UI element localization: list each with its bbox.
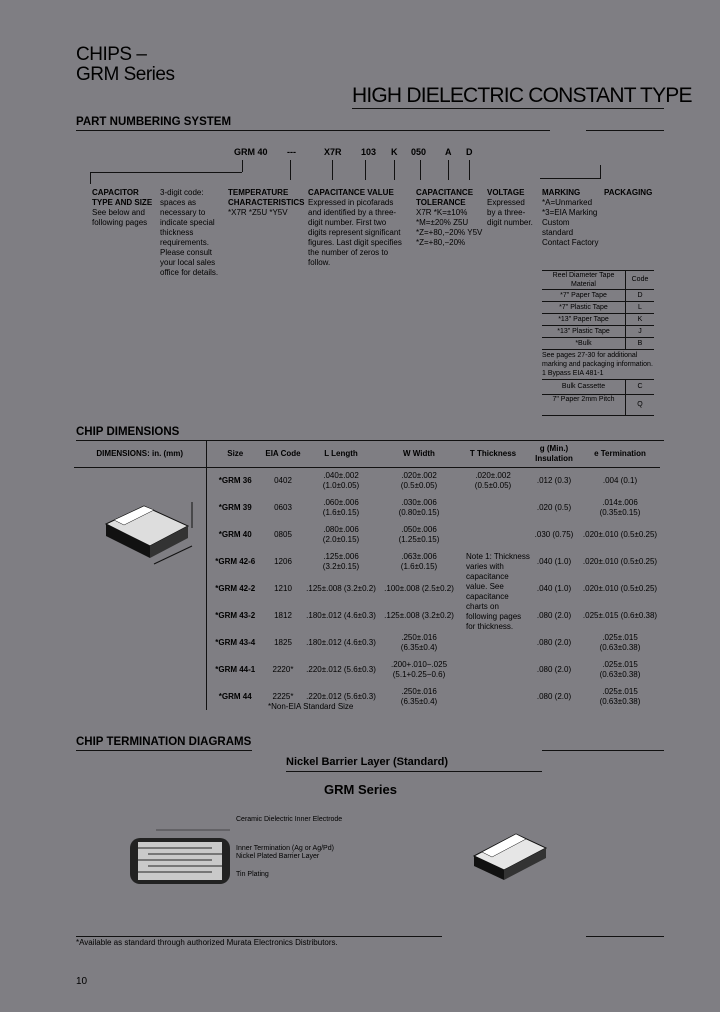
pn-type: GRM 40 bbox=[234, 147, 268, 157]
col-thickness: T Thickness bbox=[469, 448, 517, 458]
length-cell: .040±.002 (1.0±0.05) bbox=[322, 470, 360, 490]
pn-packaging: D bbox=[466, 147, 473, 157]
table-row bbox=[74, 575, 660, 602]
table-row bbox=[74, 629, 660, 656]
blank bbox=[74, 656, 206, 683]
thickness-cell bbox=[458, 521, 528, 548]
termination-cell: .004 (0.1) bbox=[602, 475, 638, 485]
col-termination: e Termination bbox=[594, 448, 646, 458]
col-length: L Length bbox=[324, 448, 358, 458]
pkg-row-code: K bbox=[637, 316, 643, 323]
width-cell: .250±.016 (6.35±0.4) bbox=[400, 686, 438, 706]
termination-heading: CHIP TERMINATION DIAGRAMS bbox=[76, 736, 252, 748]
size-cell: *GRM 42-2 bbox=[215, 583, 256, 593]
length-cell: .125±.008 (3.2±0.2) bbox=[306, 583, 376, 593]
thickness-note: Note 1: Thickness varies with capacitance value. See capacitance charts on following pages for thickness. bbox=[466, 552, 530, 631]
col-size: Size bbox=[227, 448, 244, 458]
eia-cell: 1210 bbox=[274, 583, 292, 593]
label-tin-plating: Tin Plating bbox=[236, 871, 269, 878]
termination-cross-section bbox=[126, 820, 238, 890]
termination-cell: .025±.015 (0.6±0.38) bbox=[582, 610, 658, 620]
size-cell: *GRM 43-4 bbox=[215, 637, 256, 647]
pkg-header-material: Reel Diameter Tape Material bbox=[542, 271, 626, 289]
pkg-row-material: 7" Paper 2mm Pitch bbox=[542, 395, 626, 415]
termination-cell: .020±.010 (0.5±0.25) bbox=[582, 529, 658, 539]
col-eia: EIA Code bbox=[265, 448, 301, 458]
pkg-row-code: D bbox=[637, 292, 643, 299]
col-type-title: CAPACITOR TYPE AND SIZE bbox=[92, 188, 153, 207]
pkg-row-code: L bbox=[638, 304, 642, 311]
insulation-cell: .012 (0.3) bbox=[536, 475, 572, 485]
size-cell: *GRM 44 bbox=[218, 691, 252, 701]
pkg-row-material: *13" Plastic Tape bbox=[542, 326, 626, 337]
connector bbox=[365, 160, 366, 180]
termination-cell: .025±.015 (0.63±0.38) bbox=[599, 686, 641, 706]
section-rule bbox=[76, 130, 550, 131]
termination-cell: .014±.006 (0.35±0.15) bbox=[599, 497, 641, 517]
pkg-row-code: B bbox=[637, 340, 643, 347]
insulation-cell: .030 (0.75) bbox=[534, 529, 574, 539]
series-title-line1: CHIPS – bbox=[76, 44, 147, 65]
blank bbox=[74, 629, 206, 656]
thickness-cell bbox=[458, 683, 528, 710]
width-cell: .200+.010−.025 (5.1+0.25−0.6) bbox=[390, 659, 448, 679]
connector bbox=[394, 160, 395, 180]
col-voltage-title: VOLTAGE bbox=[487, 188, 525, 197]
connector bbox=[448, 160, 449, 180]
size-cell: *GRM 39 bbox=[218, 502, 252, 512]
col-temp-body: *X7R *Z5U *Y5V bbox=[228, 208, 288, 217]
thickness-cell bbox=[458, 656, 528, 683]
col-temp-title: TEMPERATURE CHARACTERISTICS bbox=[228, 188, 305, 207]
width-cell: .125±.008 (3.2±0.2) bbox=[384, 610, 454, 620]
length-cell: .220±.012 (5.6±0.3) bbox=[306, 664, 376, 674]
label-dielectric: Ceramic Dielectric Inner Electrode bbox=[236, 816, 343, 823]
col-thickness-body: 3-digit code: spaces as necessary to indicate special thickness requirements. Please consult your local sales office for details. bbox=[160, 188, 219, 277]
pkg-row-code: Q bbox=[637, 401, 643, 408]
length-cell: .080±.006 (2.0±0.15) bbox=[322, 524, 360, 544]
termination-cell: .020±.010 (0.5±0.25) bbox=[582, 583, 658, 593]
series-title-line2: GRM Series bbox=[76, 64, 175, 85]
width-cell: .020±.002 (0.5±0.05) bbox=[400, 470, 438, 490]
size-cell: *GRM 43-2 bbox=[215, 610, 256, 620]
length-cell: .220±.012 (5.6±0.3) bbox=[306, 691, 376, 701]
eia-cell: 0805 bbox=[274, 529, 292, 539]
col-insulation: g (Min.) Insulation bbox=[535, 443, 573, 463]
connector bbox=[540, 178, 600, 179]
size-cell: *GRM 44-1 bbox=[215, 664, 256, 674]
termination-cell: .025±.015 (0.63±0.38) bbox=[599, 659, 641, 679]
pkg-row-material: *7" Plastic Tape bbox=[542, 302, 626, 313]
col-width: W Width bbox=[403, 448, 435, 458]
col-type-body: See below and following pages bbox=[92, 208, 148, 227]
section-rule-right bbox=[586, 130, 664, 131]
size-cell: *GRM 42-6 bbox=[215, 556, 256, 566]
thickness-cell bbox=[458, 494, 528, 521]
insulation-cell: .040 (1.0) bbox=[536, 583, 572, 593]
insulation-cell: .080 (2.0) bbox=[536, 637, 572, 647]
eia-cell: 1825 bbox=[274, 637, 292, 647]
col-cap-title: CAPACITANCE VALUE bbox=[308, 188, 394, 197]
blank bbox=[74, 602, 206, 629]
col-tol-title: CAPACITANCE TOLERANCE bbox=[416, 188, 474, 207]
col-packaging-title: PACKAGING bbox=[604, 188, 653, 197]
chip-dimensions-heading: CHIP DIMENSIONS bbox=[76, 426, 180, 438]
non-eia-footnote: *Non-EIA Standard Size bbox=[268, 702, 354, 711]
table-row bbox=[74, 602, 660, 629]
length-cell: .060±.006 (1.6±0.15) bbox=[322, 497, 360, 517]
col-marking-title: MARKING bbox=[542, 188, 581, 197]
pkg-row-material: *13" Paper Tape bbox=[542, 314, 626, 325]
length-cell: .180±.012 (4.6±0.3) bbox=[306, 610, 376, 620]
eia-cell: 2220* bbox=[272, 664, 294, 674]
subheading-rule bbox=[286, 771, 542, 772]
pkg-row-code: C bbox=[637, 383, 643, 390]
section-rule bbox=[76, 750, 252, 751]
termination-cell: .025±.015 (0.63±0.38) bbox=[599, 632, 641, 652]
connector bbox=[420, 160, 421, 180]
connector bbox=[242, 160, 243, 172]
part-numbering-heading: PART NUMBERING SYSTEM bbox=[76, 116, 232, 128]
width-cell: .250±.016 (6.35±0.4) bbox=[400, 632, 438, 652]
units-label: DIMENSIONS: in. (mm) bbox=[74, 441, 206, 467]
col-tol-body: X7R *K=±10% *M=±20% Z5U *Z=+80,−20% Y5V *Z=+80,−20% bbox=[416, 208, 483, 247]
insulation-cell: .040 (1.0) bbox=[536, 556, 572, 566]
insulation-cell: .020 (0.5) bbox=[536, 502, 572, 512]
pkg-row-material: Bulk Cassette bbox=[542, 380, 626, 394]
connector bbox=[290, 160, 291, 180]
pn-cap: 103 bbox=[361, 147, 377, 157]
length-cell: .180±.012 (4.6±0.3) bbox=[306, 637, 376, 647]
termination-series: GRM Series bbox=[324, 782, 397, 797]
footer-rule-right bbox=[586, 936, 664, 937]
termination-subheading: Nickel Barrier Layer (Standard) bbox=[286, 756, 449, 768]
footer-rule bbox=[76, 936, 442, 937]
width-cell: .063±.006 (1.6±0.15) bbox=[400, 551, 438, 571]
table-row bbox=[74, 683, 660, 710]
size-cell: *GRM 36 bbox=[218, 475, 252, 485]
width-cell: .030±.006 (0.80±0.15) bbox=[398, 497, 440, 517]
size-cell: *GRM 40 bbox=[218, 529, 252, 539]
section-rule-right bbox=[542, 750, 664, 751]
pkg-row-material: *7" Paper Tape bbox=[542, 290, 626, 301]
page-number: 10 bbox=[76, 976, 88, 987]
blank bbox=[74, 575, 206, 602]
eia-cell: 1812 bbox=[274, 610, 292, 620]
pn-voltage: 050 bbox=[411, 147, 427, 157]
thickness-cell bbox=[458, 629, 528, 656]
insulation-cell: .080 (2.0) bbox=[536, 664, 572, 674]
termination-cell: .020±.010 (0.5±0.25) bbox=[582, 556, 658, 566]
connector bbox=[90, 172, 242, 173]
eia-cell: 2225* bbox=[272, 691, 294, 701]
pn-tol: K bbox=[391, 147, 398, 157]
availability-note: *Available as standard through authorized Murata Electronics Distributors. bbox=[76, 938, 338, 947]
pkg-row-code: J bbox=[638, 328, 642, 335]
col-voltage-body: Expressed by a three-digit number. bbox=[487, 198, 533, 227]
connector bbox=[332, 160, 333, 180]
col-marking-body: *A=Unmarked *3=EIA Marking Custom standard Contact Factory bbox=[542, 198, 599, 247]
pn-marking: A bbox=[445, 147, 452, 157]
connector bbox=[600, 165, 601, 179]
eia-cell: 0603 bbox=[274, 502, 292, 512]
eia-cell: 1206 bbox=[274, 556, 292, 566]
thickness-cell: .020±.002 (0.5±0.05) bbox=[474, 470, 512, 490]
blank bbox=[74, 683, 206, 710]
insulation-cell: .080 (2.0) bbox=[536, 610, 572, 620]
width-cell: .050±.006 (1.25±0.15) bbox=[398, 524, 440, 544]
length-cell: .125±.006 (3.2±0.15) bbox=[322, 551, 360, 571]
pkg-note: See pages 27-30 for additional marking and packaging information. 1 Bypass EIA 481-1 bbox=[542, 350, 654, 380]
col-cap-body: Expressed in picofarads and identified by a three-digit number. First two digits represent significant figures. Last digit specifies the number of zeros to follow. bbox=[308, 198, 402, 267]
connector bbox=[90, 172, 91, 184]
insulation-cell: .080 (2.0) bbox=[536, 691, 572, 701]
eia-cell: 0402 bbox=[274, 475, 292, 485]
packaging-table bbox=[542, 270, 654, 416]
connector bbox=[469, 160, 470, 180]
table-row bbox=[74, 656, 660, 683]
width-cell: .100±.008 (2.5±0.2) bbox=[384, 583, 454, 593]
pn-thickness: --- bbox=[287, 147, 296, 157]
pkg-header-code: Code bbox=[631, 276, 649, 283]
type-title: HIGH DIELECTRIC CONSTANT TYPE bbox=[352, 84, 692, 107]
label-inner-termination: Inner Termination (Ag or Ag/Pd) Nickel Plated Barrier Layer bbox=[236, 845, 334, 860]
chip-3d-drawing bbox=[470, 828, 550, 884]
pn-temp: X7R bbox=[324, 147, 342, 157]
pkg-row-material: *Bulk bbox=[542, 338, 626, 349]
chip-dimension-drawing bbox=[96, 488, 206, 578]
title-rule bbox=[352, 108, 664, 109]
